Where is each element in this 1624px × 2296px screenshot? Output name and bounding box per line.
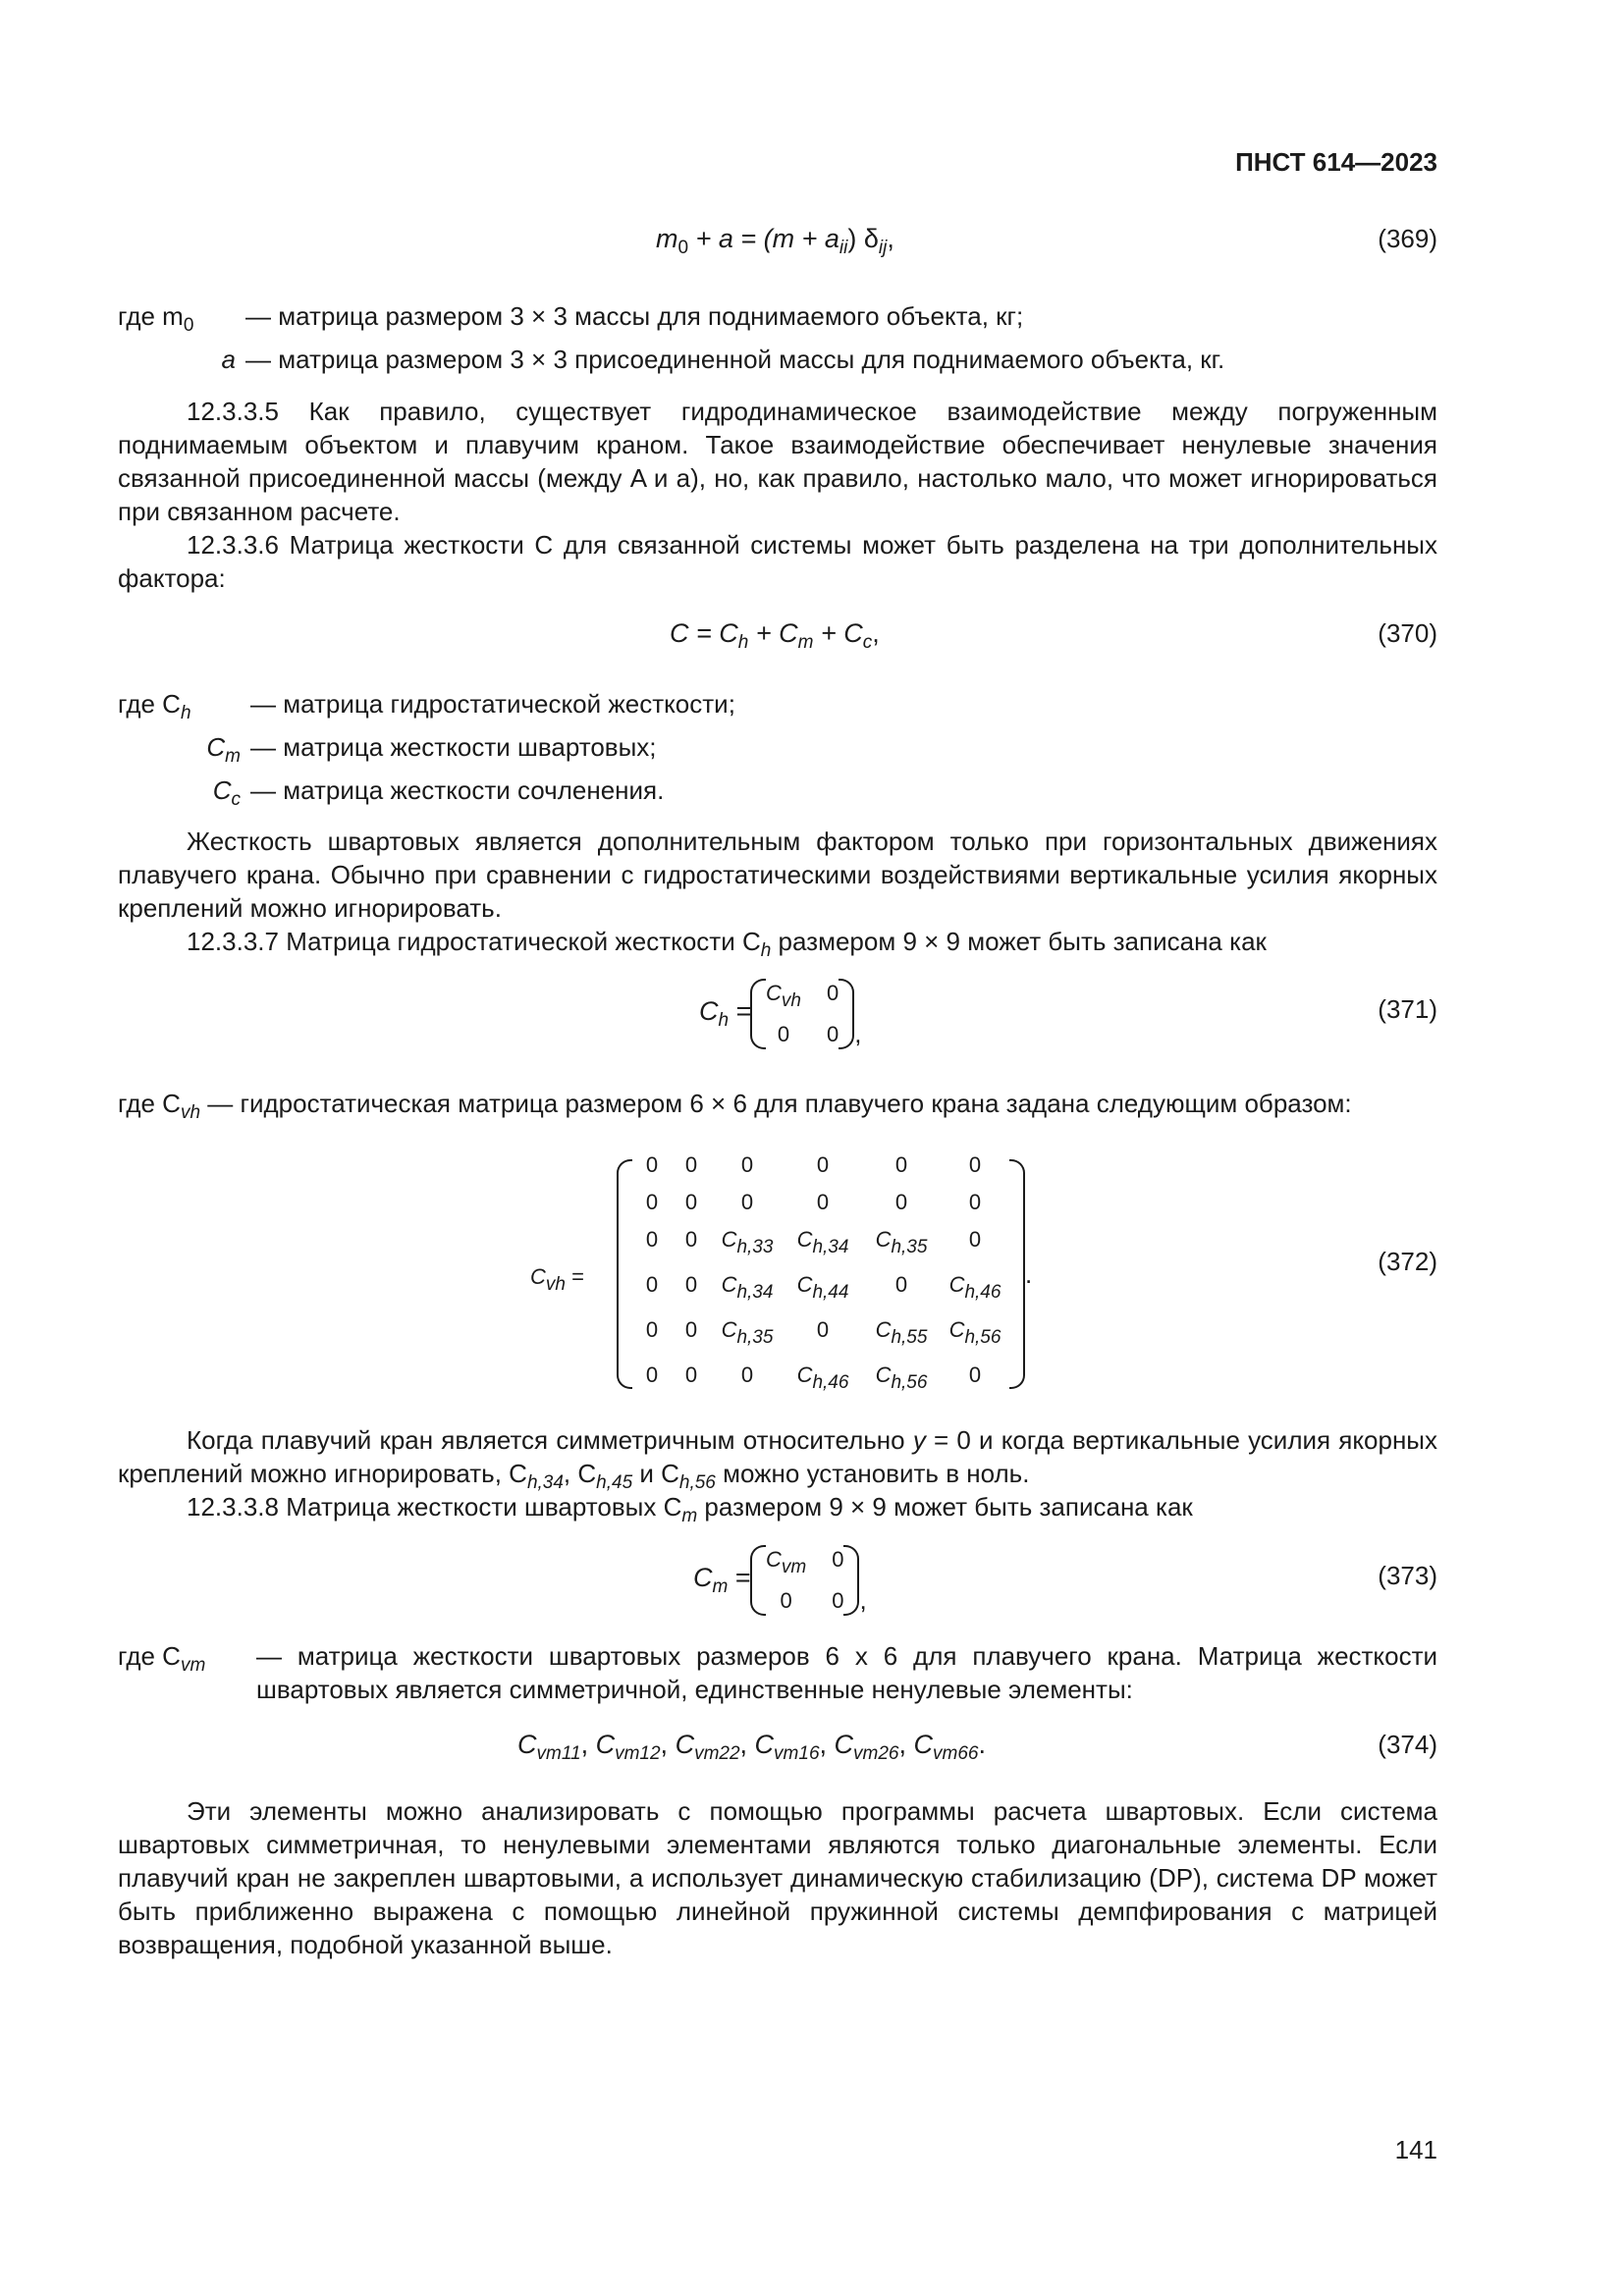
matrix-cell: [941, 1313, 1009, 1355]
matrix-cell: [862, 1359, 941, 1400]
matrix-cell: 0: [645, 1190, 659, 1214]
eq-text: C: [530, 1264, 546, 1289]
matrix-cell: 0: [740, 1190, 754, 1214]
matrix-cell: 0: [816, 1317, 830, 1342]
equation-372: [0, 1148, 1624, 1393]
text-subscript: h,34: [526, 1472, 564, 1493]
matrix-cell: 0: [740, 1152, 754, 1177]
right-paren: [1009, 1159, 1025, 1389]
eq-text: ,: [887, 224, 894, 253]
definition-text: — матрица жесткости швартовых размеров 6 х 6 для плавучего крана. Матрица жесткости швартовых является симметричной, единственные ненулевые элементы:: [256, 1641, 1437, 1704]
cell-symbol: C: [875, 1227, 892, 1252]
eq-subscript: vm12: [615, 1743, 661, 1764]
matrix-cell: 0: [645, 1317, 659, 1342]
cell-subscript: h,56: [891, 1372, 928, 1393]
term-text: где m: [118, 301, 184, 331]
cell-symbol: C: [948, 1272, 965, 1297]
paragraph-text: Эти элементы можно анализировать с помощью программы расчета швартовых. Если система швартовых симметричная, то ненулевыми элементами являются только диагональные элементы. Если плавучий кран не закреплен швартовыми, а использует динамическую стабилизацию (DP), система DP может быть приближенно выражена с помощью линейной пружинной системы демпфирования с матрицей возвращения, подобной указанной выше.: [118, 1796, 1437, 1959]
left-paren: [617, 1159, 632, 1389]
definition-row: [118, 774, 1437, 817]
matrix-cell: 0: [645, 1272, 659, 1297]
term-subscript: 0: [183, 315, 194, 336]
matrix-cell: 0: [968, 1152, 982, 1177]
matrix-cell: [711, 1313, 784, 1355]
text-subscript: h: [760, 940, 772, 961]
cell-subscript: h,46: [812, 1372, 849, 1393]
eq-text: ,: [859, 1585, 867, 1615]
matrix-cell: 0: [968, 1362, 982, 1387]
matrix-cells: [766, 979, 839, 1049]
eq-subscript: vm26: [853, 1743, 899, 1764]
eq-text: ,: [872, 618, 880, 648]
eq-text: C: [699, 996, 719, 1026]
cell-symbol: C: [721, 1227, 737, 1252]
definition-text: — матрица гидростатической жесткости;: [250, 689, 735, 719]
definition-row: [118, 1639, 1437, 1706]
cell-symbol: C: [766, 981, 782, 1005]
equation-lhs: [530, 1264, 584, 1296]
text-run: — гидростатическая матрица размером 6 × 6 для плавучего крана задана следующим образом:: [200, 1089, 1352, 1118]
definition-row: [118, 343, 1437, 376]
eq-text: =: [565, 1264, 584, 1289]
eq-text: ,: [819, 1730, 835, 1759]
equation-number: (369): [1378, 224, 1437, 253]
equation-number: (373): [1378, 1561, 1437, 1590]
paragraph-text: [118, 925, 1437, 968]
equation-370: [0, 618, 1624, 677]
matrix-6x6: [617, 1148, 1032, 1400]
matrix-2x2: [750, 1545, 867, 1616]
definition-text: — матрица жесткости сочленения.: [250, 775, 665, 805]
matrix-cell: [711, 1223, 784, 1264]
paragraph-text: 12.3.3.6 Матрица жесткости C для связанной системы может быть разделена на три дополнительных фактора:: [118, 530, 1437, 593]
text-run: можно установить в ноль.: [715, 1459, 1030, 1488]
eq-subscript: c: [862, 632, 873, 653]
equation-number: (372): [1378, 1247, 1437, 1276]
eq-symbol: C: [913, 1730, 934, 1759]
definition-text: — матрица жесткости швартовых;: [250, 732, 657, 762]
eq-subscript: 0: [677, 238, 689, 258]
text-run: где C: [118, 1089, 181, 1118]
matrix-cell: [862, 1223, 941, 1264]
term-subscript: m: [225, 746, 241, 767]
eq-subscript: m: [797, 632, 814, 653]
eq-symbol: m: [656, 224, 678, 253]
matrix-cell: 0: [645, 1362, 659, 1387]
cell-subscript: vh: [781, 990, 801, 1011]
eq-text: .: [1025, 1258, 1033, 1289]
equation-369: [0, 224, 1624, 283]
cell-symbol: C: [721, 1317, 737, 1342]
paragraph-12-3-3-8: [118, 1490, 1437, 1533]
text-run: и C: [632, 1459, 679, 1488]
eq-text: .: [978, 1730, 986, 1759]
eq-symbol: C: [754, 1730, 775, 1759]
eq-text: =: [728, 1563, 751, 1592]
definition-term: [118, 687, 241, 730]
matrix-cell: 0: [684, 1362, 698, 1387]
text-run: 12.3.3.7 Матрица гидростатической жесткости C: [187, 927, 761, 956]
matrix-cell: [784, 1359, 862, 1400]
cell-symbol: C: [721, 1272, 737, 1297]
document-header: ПНСТ 614—2023: [1235, 147, 1437, 177]
matrix-cell: [711, 1268, 784, 1309]
equation-369-formula: [656, 224, 894, 259]
text-subscript: h,56: [678, 1472, 716, 1493]
definition-cvm: [118, 1639, 1437, 1706]
term-text: где C: [118, 689, 181, 719]
eq-text: ,: [854, 1019, 862, 1048]
matrix-cell: 0: [894, 1190, 908, 1214]
matrix-cell: 0: [645, 1227, 659, 1252]
definition-term: a: [221, 345, 236, 374]
equation-number: (370): [1378, 618, 1437, 648]
definition-term: [118, 730, 241, 774]
matrix-cell: 0: [777, 1022, 790, 1046]
eq-subscript: vh: [545, 1274, 566, 1295]
paragraph-12-3-3-5: [118, 395, 1437, 528]
cell-subscript: h,33: [736, 1237, 774, 1257]
cell-symbol: C: [875, 1317, 892, 1342]
eq-subscript: vm22: [694, 1743, 740, 1764]
term-subscript: h: [180, 703, 191, 723]
matrix-cell: 0: [832, 1588, 844, 1613]
eq-symbol: C: [595, 1730, 616, 1759]
right-paren: [839, 979, 854, 1049]
matrix-cell: 0: [832, 1547, 844, 1572]
paragraph-text: Жесткость швартовых является дополнительным фактором только при горизонтальных движениях плавучего крана. Обычно при сравнении с гидростатическими воздействиями вертикальные усилия якорных креплений можно игнорировать.: [118, 827, 1437, 923]
eq-text: ) δ: [847, 224, 879, 253]
text-run: 12.3.3.8 Матрица жесткости швартовых C: [187, 1492, 682, 1522]
matrix-cell: [766, 979, 801, 1016]
cell-subscript: h,56: [964, 1327, 1001, 1348]
eq-symbol: C: [517, 1730, 537, 1759]
matrix-cell: 0: [684, 1227, 698, 1252]
definition-text: — матрица размером 3 × 3 присоединенной массы для поднимаемого объекта, кг.: [245, 345, 1225, 374]
paragraph-12-3-3-7: [118, 925, 1437, 968]
cell-subscript: h,35: [891, 1237, 928, 1257]
cell-symbol: C: [948, 1317, 965, 1342]
matrix-cell: 0: [816, 1190, 830, 1214]
equation-lhs: [693, 1563, 751, 1598]
eq-symbol: C: [675, 1730, 695, 1759]
eq-symbol: C: [834, 1730, 854, 1759]
matrix-cells: [632, 1148, 1009, 1400]
eq-text: + C: [813, 618, 863, 648]
cell-symbol: C: [766, 1547, 782, 1572]
definition-row: [118, 299, 1437, 343]
eq-text: ,: [739, 1730, 755, 1759]
cell-subscript: h,55: [891, 1327, 928, 1348]
equation-371: [0, 977, 1624, 1055]
cell-subscript: h,34: [812, 1237, 849, 1257]
definition-term: [118, 774, 241, 817]
matrix-cell: [941, 1268, 1009, 1309]
eq-text: + C: [748, 618, 798, 648]
matrix-cell: 0: [740, 1362, 754, 1387]
left-paren: [750, 979, 766, 1049]
paragraph-text: 12.3.3.5 Как правило, существует гидродинамическое взаимодействие между погруженным поднимаемым объектом и плавучим краном. Такое взаимодействие обеспечивает ненулевые значения связанной присоединенной массы (между A и a), но, как правило, настолько мало, что может игнорироваться при связанном расчете.: [118, 397, 1437, 526]
paragraph-text: [118, 1490, 1437, 1533]
matrix-cell: 0: [826, 981, 839, 1005]
matrix-cell: [784, 1223, 862, 1264]
eq-subscript: ij: [878, 238, 888, 258]
cell-symbol: C: [796, 1227, 813, 1252]
text-run: = 0 и когда вертикальные усилия якорных креплений можно игнорировать, C: [118, 1425, 1437, 1488]
term-text: C: [206, 732, 226, 762]
text-subscript: vh: [180, 1102, 201, 1123]
text-run: размером 9 × 9 может быть записана как: [771, 927, 1267, 956]
matrix-cell: 0: [968, 1227, 982, 1252]
eq-subscript: h: [718, 1010, 730, 1031]
eq-subscript: h: [737, 632, 749, 653]
cell-subscript: h,46: [964, 1282, 1001, 1303]
definitions-block-1: [118, 299, 1437, 376]
equation-number: (371): [1378, 994, 1437, 1024]
term-subscript: c: [231, 789, 241, 810]
equation-number: (374): [1378, 1730, 1437, 1759]
definitions-block-2: [118, 687, 1437, 817]
matrix-cell: [862, 1313, 941, 1355]
term-text: C: [212, 775, 232, 805]
matrix-cell: 0: [816, 1152, 830, 1177]
cell-subscript: h,35: [736, 1327, 774, 1348]
paragraph-12-3-3-6: [118, 528, 1437, 595]
text-run: y: [912, 1425, 926, 1455]
matrix-cell: [784, 1268, 862, 1309]
text-run: , C: [563, 1459, 597, 1488]
eq-subscript: vm11: [536, 1743, 581, 1764]
definition-cvh: [118, 1087, 1437, 1130]
matrix-cell: 0: [826, 1022, 839, 1046]
eq-subscript: m: [712, 1576, 729, 1597]
paragraph-symmetry: [118, 1423, 1437, 1500]
cell-symbol: C: [796, 1272, 813, 1297]
eq-text: C = C: [670, 618, 738, 648]
cell-subscript: h,34: [736, 1282, 774, 1303]
eq-text: C: [693, 1563, 713, 1592]
cell-symbol: C: [875, 1362, 892, 1387]
matrix-cell: 0: [894, 1272, 908, 1297]
text-run: Когда плавучий кран является симметричным относительно: [187, 1425, 913, 1455]
paragraph-final: [118, 1794, 1437, 1961]
definition-text: — матрица размером 3 × 3 массы для поднимаемого объекта, кг;: [245, 301, 1024, 331]
eq-text: ,: [660, 1730, 676, 1759]
eq-subscript: ii: [839, 238, 848, 258]
matrix-cell: 0: [684, 1317, 698, 1342]
equation-374-formula: [517, 1730, 986, 1765]
matrix-cell: 0: [645, 1152, 659, 1177]
eq-subscript: vm66: [933, 1743, 979, 1764]
matrix-2x2: [750, 979, 861, 1049]
cell-subscript: h,44: [812, 1282, 849, 1303]
term-text: где C: [118, 1641, 181, 1671]
eq-text: + a = (m + a: [688, 224, 839, 253]
page-number: 141: [1394, 2135, 1437, 2164]
definition-row: [118, 687, 1437, 730]
matrix-cell: 0: [684, 1272, 698, 1297]
term-subscript: vm: [180, 1655, 206, 1676]
definition-term: [118, 1639, 250, 1706]
left-paren: [750, 1545, 766, 1616]
matrix-cell: [766, 1545, 806, 1582]
cell-subscript: vm: [781, 1557, 807, 1577]
paragraph-mooring: [118, 825, 1437, 925]
text-run: размером 9 × 9 может быть записана как: [697, 1492, 1193, 1522]
equation-370-formula: [670, 618, 880, 654]
equation-lhs: [699, 996, 751, 1032]
matrix-cell: 0: [684, 1190, 698, 1214]
eq-text: ,: [580, 1730, 596, 1759]
eq-subscript: vm16: [774, 1743, 820, 1764]
right-paren: [843, 1545, 859, 1616]
matrix-cell: 0: [968, 1190, 982, 1214]
matrix-cell: 0: [684, 1152, 698, 1177]
definition-row: [118, 730, 1437, 774]
eq-text: ,: [898, 1730, 914, 1759]
matrix-cell: 0: [780, 1588, 792, 1613]
definition-term: [118, 299, 236, 343]
text-subscript: h,45: [596, 1472, 633, 1493]
eq-text: =: [729, 996, 752, 1026]
paragraph-text: [118, 1423, 1437, 1500]
equation-374: [0, 1730, 1624, 1789]
matrix-cells: [766, 1545, 843, 1616]
equation-373: [0, 1543, 1624, 1622]
cell-symbol: C: [796, 1362, 813, 1387]
matrix-cell: 0: [894, 1152, 908, 1177]
text-subscript: m: [681, 1506, 698, 1526]
